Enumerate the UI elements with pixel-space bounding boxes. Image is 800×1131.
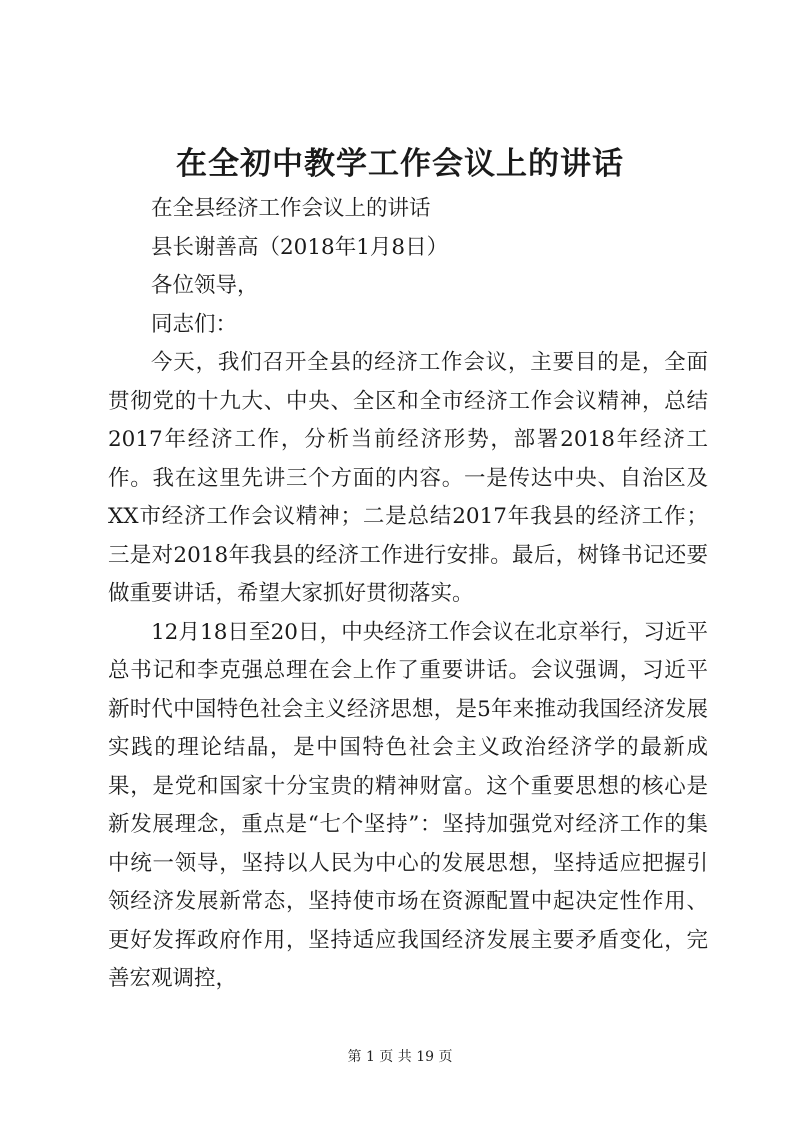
page-number-footer: 第 1 页 共 19 页 — [347, 1049, 453, 1065]
salutation-comrades: 同志们： — [151, 311, 238, 337]
body-paragraph: 12月18日至20日，中央经济工作会议在北京举行，习近平总书记和李克强总理在会上作了重要讲话。会议强调，习近平新时代中国特色社会主义经济思想，是5年来推动我国经济发展实践的理论结晶，是中国特色社会主义政治经济学的最新成果，是党和国家十分宝贵的精神财富。这个重要思想的核心是新发展理念，重点是“七个坚持”：坚持加强党对经济工作的集中统一领导，坚持以人民为中心的发展思想，坚持适应把握引领经济发展新常态，坚持使市场在资源配置中起决定性作用、更好发挥政府作用，坚持适应我国经济发展主要矛盾变化，完善宏观调控， — [108, 619, 708, 991]
document-body — [108, 190, 708, 999]
speaker-line: 县长谢善高（2018年1月8日） — [151, 234, 449, 260]
document-title: 在全初中教学工作会议上的讲话 — [176, 146, 624, 182]
speech-subtitle: 在全县经济工作会议上的讲话 — [151, 196, 431, 221]
body-paragraph: 今天，我们召开全县的经济工作会议，主要目的是，全面贯彻党的十九大、中央、全区和全市经济工作会议精神，总结2017年经济工作，分析当前经济形势，部署2018年经济工作。我在这里先讲三个方面的内容。一是传达中央、自治区及XX市经济工作会议精神；二是总结2017年我县的经济工作；三是对2018年我县的经济工作进行安排。最后，树锋书记还要做重要讲话，希望大家抓好贯彻落实。 — [108, 350, 708, 606]
salutation-leaders: 各位领导， — [151, 273, 259, 298]
